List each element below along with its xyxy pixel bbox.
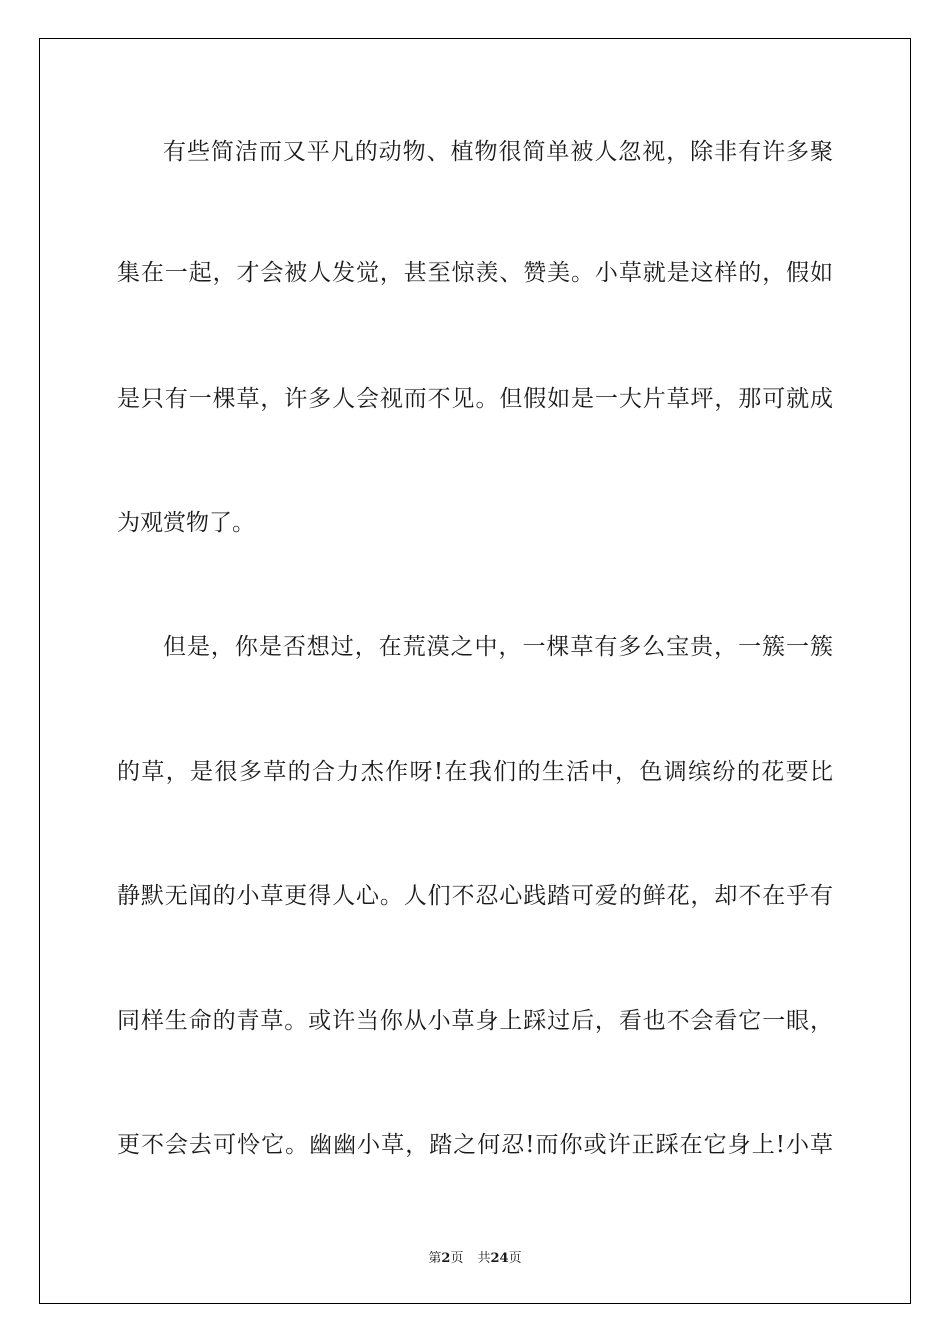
footer-page-number: 2 — [441, 1251, 451, 1266]
page-footer — [0, 1247, 950, 1266]
paragraph-2-line-5: 更不会去可怜它。幽幽小草，踏之何忍!而你或许正踩在它身上!小草 — [117, 1132, 833, 1158]
paragraph-2-line-2: 的草，是很多草的合力杰作呀!在我们的生活中，色调缤纷的花要比 — [117, 759, 833, 785]
paragraph-2-line-4: 同样生命的青草。或许当你从小草身上踩过后，看也不会看它一眼， — [117, 1008, 833, 1034]
footer-total-prefix: 共 — [477, 1251, 491, 1266]
page-frame — [39, 38, 911, 1304]
footer-page-prefix: 第 — [428, 1251, 442, 1266]
footer-total-pages: 24 — [490, 1251, 509, 1266]
footer-page-suffix: 页 — [450, 1251, 464, 1266]
paragraph-1-line-3: 是只有一棵草，许多人会视而不见。但假如是一大片草坪，那可就成 — [117, 386, 833, 412]
paragraph-1-line-1: 有些简洁而又平凡的动物、植物很简单被人忽视，除非有许多聚 — [163, 139, 833, 165]
paragraph-1-line-4: 为观赏物了。 — [117, 510, 255, 536]
paragraph-2-line-3: 静默无闻的小草更得人心。人们不忍心践踏可爱的鲜花，却不在乎有 — [117, 883, 833, 909]
paragraph-2-line-1: 但是，你是否想过，在荒漠之中，一棵草有多么宝贵，一簇一簇 — [163, 634, 833, 660]
paragraph-1-line-2: 集在一起，才会被人发觉，甚至惊羡、赞美。小草就是这样的，假如 — [117, 260, 833, 286]
footer-total-suffix: 页 — [508, 1251, 522, 1266]
